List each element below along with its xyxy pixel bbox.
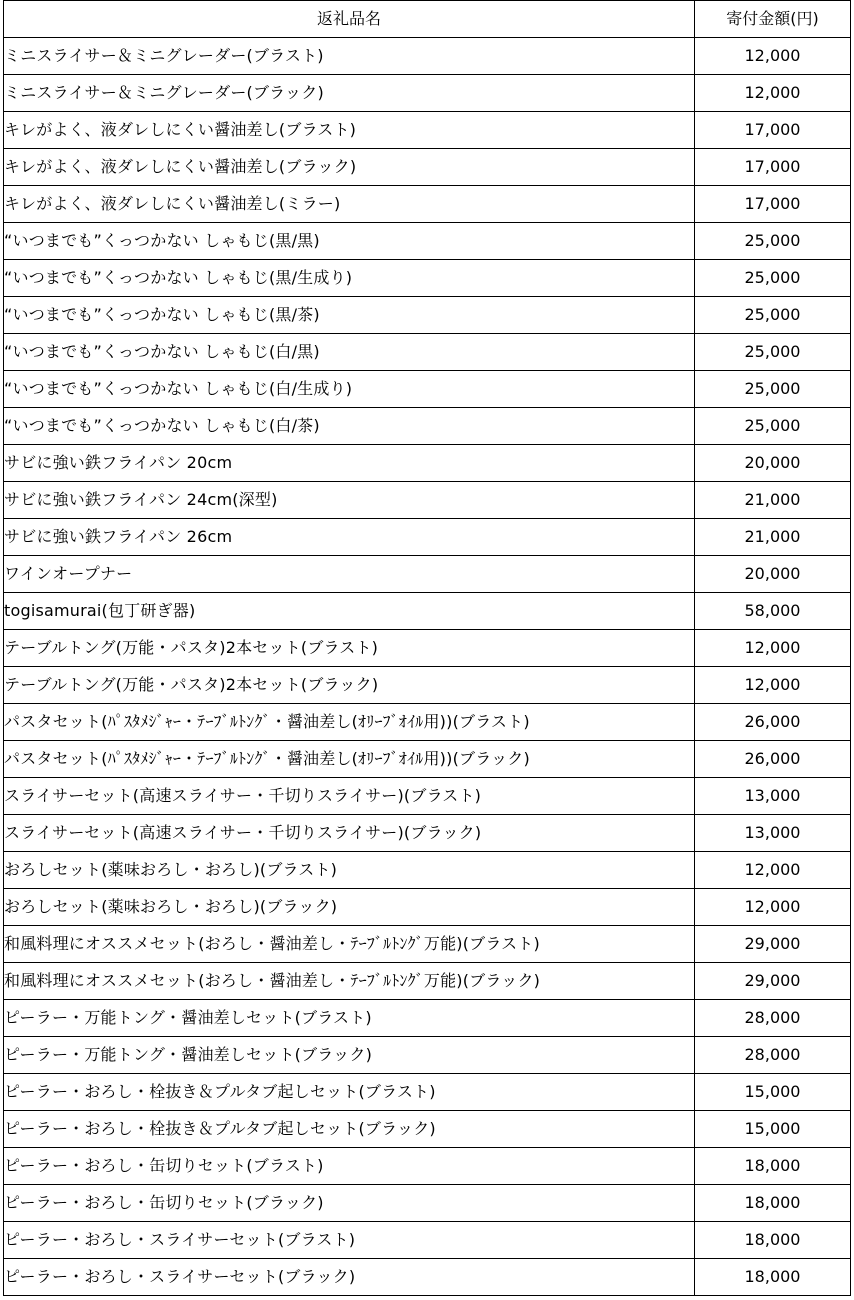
gift-name-cell: テーブルトング(万能・パスタ)2本セット(ブラック): [4, 667, 695, 704]
table-row: [4, 963, 851, 1000]
gift-name-cell: “いつまでも”くっつかない しゃもじ(黒/生成り): [4, 260, 695, 297]
donation-amount-cell: 25,000: [695, 371, 851, 408]
gift-name-cell: 和風料理にオススメセット(おろし・醤油差し・ﾃｰﾌﾞﾙﾄﾝｸﾞ万能)(ブラック): [4, 963, 695, 1000]
donation-amount-cell: 25,000: [695, 297, 851, 334]
donation-amount-cell: 17,000: [695, 112, 851, 149]
gift-name-cell: おろしセット(薬味おろし・おろし)(ブラスト): [4, 852, 695, 889]
gift-name-cell: ミニスライサー＆ミニグレーダー(ブラック): [4, 75, 695, 112]
table-row: [4, 1148, 851, 1185]
table-row: [4, 926, 851, 963]
gift-name-cell: ピーラー・おろし・缶切りセット(ブラック): [4, 1185, 695, 1222]
table-row: [4, 815, 851, 852]
donation-amount-cell: 12,000: [695, 75, 851, 112]
gift-name-cell: “いつまでも”くっつかない しゃもじ(白/黒): [4, 334, 695, 371]
gift-name-cell: “いつまでも”くっつかない しゃもじ(白/生成り): [4, 371, 695, 408]
donation-amount-cell: 12,000: [695, 889, 851, 926]
donation-amount-cell: 18,000: [695, 1222, 851, 1259]
gift-name-cell: “いつまでも”くっつかない しゃもじ(黒/茶): [4, 297, 695, 334]
gift-name-cell: ピーラー・おろし・栓抜き＆プルタブ起しセット(ブラック): [4, 1111, 695, 1148]
table-row: [4, 260, 851, 297]
gift-name-cell: スライサーセット(高速スライサー・千切りスライサー)(ブラック): [4, 815, 695, 852]
gift-name-cell: togisamurai(包丁研ぎ器): [4, 593, 695, 630]
table-row: [4, 334, 851, 371]
gift-name-cell: ピーラー・おろし・栓抜き＆プルタブ起しセット(ブラスト): [4, 1074, 695, 1111]
donation-amount-cell: 18,000: [695, 1259, 851, 1296]
table-row: [4, 667, 851, 704]
table-header-row: [4, 1, 851, 38]
donation-amount-cell: 15,000: [695, 1111, 851, 1148]
table-row: [4, 1259, 851, 1296]
gift-name-cell: ワインオープナー: [4, 556, 695, 593]
gift-list-table: [3, 0, 851, 1296]
donation-amount-cell: 20,000: [695, 556, 851, 593]
gift-name-cell: 和風料理にオススメセット(おろし・醤油差し・ﾃｰﾌﾞﾙﾄﾝｸﾞ万能)(ブラスト): [4, 926, 695, 963]
gift-name-cell: “いつまでも”くっつかない しゃもじ(白/茶): [4, 408, 695, 445]
donation-amount-cell: 18,000: [695, 1148, 851, 1185]
gift-name-cell: スライサーセット(高速スライサー・千切りスライサー)(ブラスト): [4, 778, 695, 815]
gift-name-column-header: 返礼品名: [4, 1, 695, 38]
table-row: [4, 1000, 851, 1037]
gift-name-cell: “いつまでも”くっつかない しゃもじ(黒/黒): [4, 223, 695, 260]
donation-amount-cell: 20,000: [695, 445, 851, 482]
donation-amount-cell: 25,000: [695, 408, 851, 445]
donation-amount-cell: 21,000: [695, 482, 851, 519]
donation-amount-cell: 13,000: [695, 778, 851, 815]
table-row: [4, 186, 851, 223]
gift-name-cell: ピーラー・万能トング・醤油差しセット(ブラスト): [4, 1000, 695, 1037]
table-row: [4, 778, 851, 815]
donation-amount-cell: 26,000: [695, 704, 851, 741]
table-row: [4, 741, 851, 778]
table-row: [4, 1111, 851, 1148]
donation-amount-cell: 25,000: [695, 260, 851, 297]
table-body: [4, 38, 851, 1296]
table-row: [4, 889, 851, 926]
table-row: [4, 297, 851, 334]
gift-name-cell: ミニスライサー＆ミニグレーダー(ブラスト): [4, 38, 695, 75]
donation-amount-cell: 25,000: [695, 334, 851, 371]
table-row: [4, 38, 851, 75]
table-row: [4, 482, 851, 519]
table-row: [4, 408, 851, 445]
donation-amount-cell: 18,000: [695, 1185, 851, 1222]
gift-name-cell: ピーラー・おろし・缶切りセット(ブラスト): [4, 1148, 695, 1185]
donation-amount-cell: 12,000: [695, 38, 851, 75]
table-row: [4, 1222, 851, 1259]
donation-amount-cell: 17,000: [695, 186, 851, 223]
table-row: [4, 630, 851, 667]
gift-name-cell: サビに強い鉄フライパン 20cm: [4, 445, 695, 482]
table-row: [4, 1185, 851, 1222]
donation-amount-cell: 17,000: [695, 149, 851, 186]
gift-name-cell: サビに強い鉄フライパン 24cm(深型): [4, 482, 695, 519]
table-row: [4, 112, 851, 149]
gift-name-cell: ピーラー・万能トング・醤油差しセット(ブラック): [4, 1037, 695, 1074]
gift-name-cell: キレがよく、液ダレしにくい醤油差し(ブラスト): [4, 112, 695, 149]
donation-amount-cell: 25,000: [695, 223, 851, 260]
table-row: [4, 371, 851, 408]
donation-amount-column-header: 寄付金額(円): [695, 1, 851, 38]
donation-amount-cell: 28,000: [695, 1037, 851, 1074]
table-row: [4, 223, 851, 260]
donation-amount-cell: 12,000: [695, 852, 851, 889]
donation-amount-cell: 29,000: [695, 963, 851, 1000]
table-row: [4, 445, 851, 482]
gift-name-cell: パスタセット(ﾊﾟｽﾀﾒｼﾞｬｰ・ﾃｰﾌﾞﾙﾄﾝｸﾞ・醤油差し(ｵﾘｰﾌﾞｵｲﾙ用))(ブラック): [4, 741, 695, 778]
table-row: [4, 852, 851, 889]
gift-name-cell: テーブルトング(万能・パスタ)2本セット(ブラスト): [4, 630, 695, 667]
gift-name-cell: ピーラー・おろし・スライサーセット(ブラスト): [4, 1222, 695, 1259]
gift-name-cell: キレがよく、液ダレしにくい醤油差し(ブラック): [4, 149, 695, 186]
donation-amount-cell: 12,000: [695, 630, 851, 667]
table-row: [4, 149, 851, 186]
donation-amount-cell: 29,000: [695, 926, 851, 963]
donation-amount-cell: 13,000: [695, 815, 851, 852]
table-row: [4, 75, 851, 112]
table-row: [4, 704, 851, 741]
gift-name-cell: パスタセット(ﾊﾟｽﾀﾒｼﾞｬｰ・ﾃｰﾌﾞﾙﾄﾝｸﾞ・醤油差し(ｵﾘｰﾌﾞｵｲﾙ用))(ブラスト): [4, 704, 695, 741]
table-row: [4, 1074, 851, 1111]
donation-amount-cell: 28,000: [695, 1000, 851, 1037]
table-row: [4, 593, 851, 630]
table-row: [4, 519, 851, 556]
donation-amount-cell: 12,000: [695, 667, 851, 704]
donation-amount-cell: 21,000: [695, 519, 851, 556]
gift-name-cell: サビに強い鉄フライパン 26cm: [4, 519, 695, 556]
gift-name-cell: キレがよく、液ダレしにくい醤油差し(ミラー): [4, 186, 695, 223]
table-row: [4, 1037, 851, 1074]
gift-name-cell: ピーラー・おろし・スライサーセット(ブラック): [4, 1259, 695, 1296]
donation-amount-cell: 26,000: [695, 741, 851, 778]
donation-amount-cell: 58,000: [695, 593, 851, 630]
gift-name-cell: おろしセット(薬味おろし・おろし)(ブラック): [4, 889, 695, 926]
table-row: [4, 556, 851, 593]
donation-amount-cell: 15,000: [695, 1074, 851, 1111]
